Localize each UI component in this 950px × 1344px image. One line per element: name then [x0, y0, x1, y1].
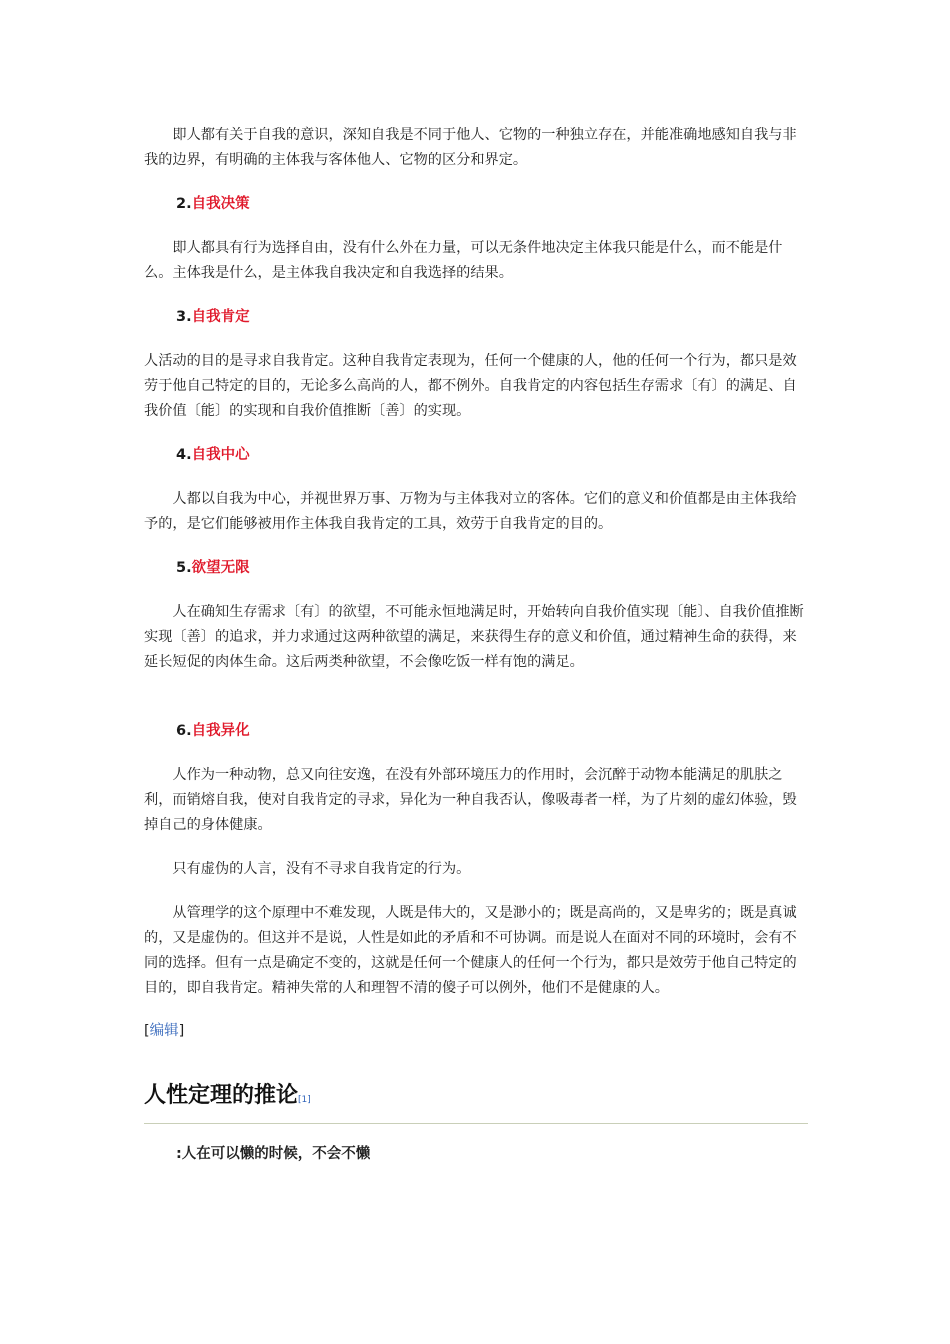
- paragraph-self-centered: 人都以自我为中心，并视世界万事、万物为与主体我对立的客体。它们的意义和价值都是由主体我给予的，是它们能够被用作主体我自我肯定的工具，效劳于自我肯定的目的。: [144, 491, 797, 532]
- heading-number: 6.: [176, 723, 192, 739]
- heading-number: 2.: [176, 196, 192, 212]
- heading-number: 3.: [176, 309, 192, 325]
- paragraph-self-alienation: 人作为一种动物，总又向往安逸，在没有外部环境压力的作用时，会沉醉于动物本能满足的肌肤之利，而销熔自我，使对自我肯定的寻求，异化为一种自我否认，像吸毒者一样，为了片刻的虚幻体验，毁掉自己的身体健康。: [144, 767, 797, 833]
- heading-text: 欲望无限: [191, 560, 250, 576]
- section-title-text: 人性定理的推论: [144, 1083, 299, 1108]
- heading-self-affirmation: [144, 305, 808, 330]
- paragraph-self-affirmation: 人活动的目的是寻求自我肯定。这种自我肯定表现为，任何一个健康的人，他的任何一个行为，都只是效劳于他自己特定的目的，无论多么高尚的人，都不例外。自我肯定的内容包括生存需求〔有〕的满足、自我价值〔能〕的实现和自我价值推断〔善〕的实现。: [144, 353, 797, 419]
- heading-number: 5.: [176, 560, 192, 576]
- edit-link[interactable]: 编辑: [149, 1023, 179, 1039]
- heading-self-alienation: [144, 719, 808, 744]
- reference-link[interactable]: [1]: [298, 1095, 311, 1105]
- section-title: [144, 1081, 808, 1124]
- heading-text: 自我中心: [191, 447, 250, 463]
- edit-link-wrapper: [144, 1021, 808, 1041]
- subheading-lazy: :人在可以懒的时候，不会不懒: [176, 1146, 371, 1162]
- paragraph-conclusion: 从管理学的这个原理中不难发现，人既是伟大的，又是渺小的；既是高尚的，又是卑劣的；既是真诚的，又是虚伪的。但这并不是说，人性是如此的矛盾和不可协调。而是说人在面对不同的环境时，会有不同的选择。但有一点是确定不变的，这就是任何一个健康人的任何一个行为，都只是效劳于他自己特定的目的，即自我肯定。精神失常的人和理智不清的傻子可以例外，他们不是健康的人。: [144, 905, 797, 996]
- heading-text: 自我肯定: [191, 309, 250, 325]
- heading-text: 自我决策: [191, 196, 250, 212]
- heading-text: 自我异化: [191, 723, 250, 739]
- heading-number: 4.: [176, 447, 192, 463]
- edit-bracket-open: [: [144, 1023, 150, 1039]
- paragraph-self-awareness: 即人都有关于自我的意识，深知自我是不同于他人、它物的一种独立存在，并能准确地感知自我与非我的边界，有明确的主体我与客体他人、它物的区分和界定。: [144, 127, 797, 168]
- article-body: [144, 123, 808, 1167]
- paragraph-infinite-desire: 人在确知生存需求〔有〕的欲望，不可能永恒地满足时，开始转向自我价值实现〔能〕、自我价值推断实现〔善〕的追求，并力求通过这两种欲望的满足，来获得生存的意义和价值，通过精神生命的获得，来延长短促的肉体生命。这后两类种欲望，不会像吃饭一样有饱的满足。: [144, 604, 804, 670]
- edit-bracket-close: ]: [178, 1023, 185, 1039]
- heading-infinite-desire: [144, 556, 808, 581]
- paragraph-self-decision: 即人都具有行为选择自由，没有什么外在力量，可以无条件地决定主体我只能是什么，而不能是什么。主体我是什么，是主体我自我决定和自我选择的结果。: [144, 240, 783, 281]
- heading-self-centered: [144, 443, 808, 468]
- heading-self-decision: [144, 192, 808, 217]
- paragraph-hypocrisy: 只有虚伪的人言，没有不寻求自我肯定的行为。: [172, 861, 471, 877]
